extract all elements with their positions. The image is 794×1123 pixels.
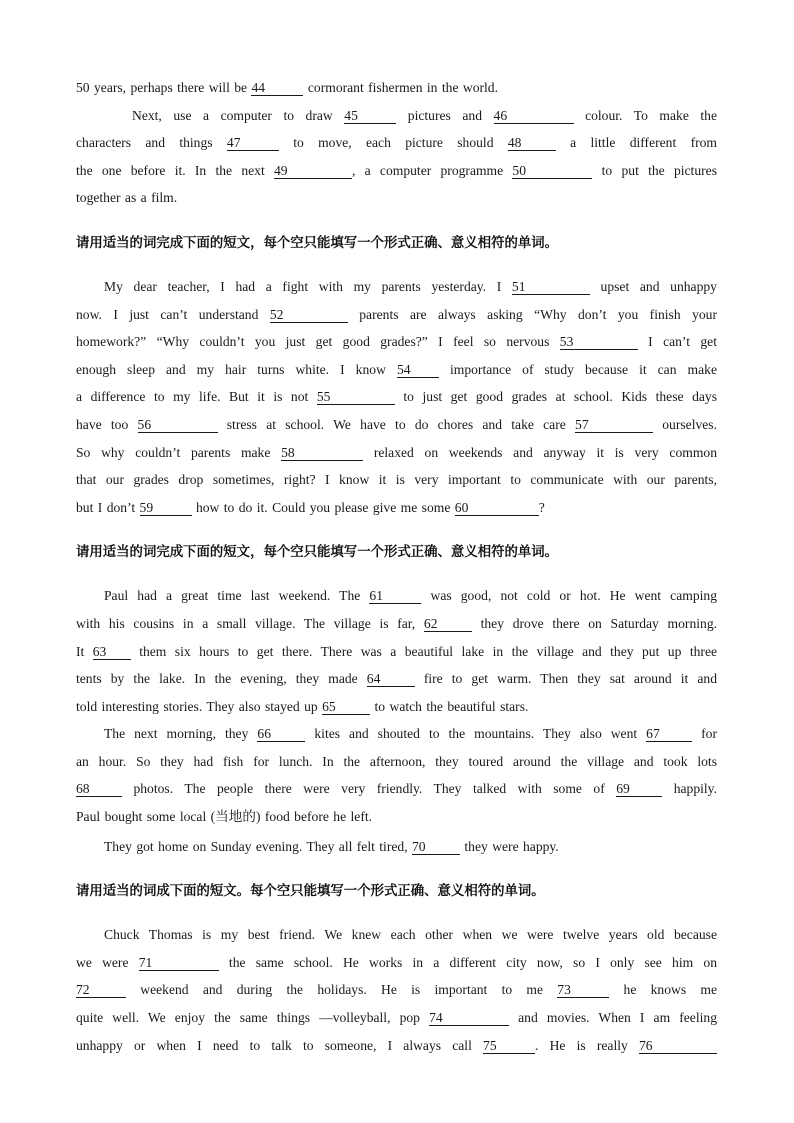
text-run: weekend and during the holidays. He is important to me	[126, 982, 558, 998]
section-3-text	[76, 582, 717, 860]
text-run: to watch the beautiful stars.	[370, 698, 529, 714]
section-3-line	[76, 582, 717, 610]
answer-blank-71[interactable]: 71	[139, 955, 219, 971]
text-run: an hour. So they had fish for lunch. In the afternoon, they toured around the village and took lots	[76, 753, 717, 769]
section-2-heading: 请用适当的词完成下面的短文，每个空只能填写一个形式正确、意义相符的单词。	[76, 235, 559, 251]
text-run: to put the pictures	[592, 162, 717, 178]
section-2-line	[76, 439, 717, 467]
answer-blank-73[interactable]: 73	[557, 982, 609, 998]
text-run: the one before it. In the next	[76, 162, 274, 178]
text-run: . He is really	[535, 1037, 639, 1053]
text-run: homework?” “Why couldn’t you just get good grades?” I feel so nervous	[76, 334, 560, 350]
answer-blank-64[interactable]: 64	[367, 671, 415, 687]
section-2-text	[76, 273, 717, 521]
text-run: Next, use a computer to draw	[132, 107, 345, 123]
text-run: together as a film.	[76, 190, 178, 206]
section-2-line	[76, 356, 717, 384]
answer-blank-45[interactable]: 45	[344, 108, 396, 124]
section-3-line	[76, 833, 717, 861]
section-4-line	[76, 1032, 717, 1060]
text-run: So why couldn’t parents make	[76, 444, 282, 460]
section-3-line	[76, 803, 717, 831]
text-run: have too	[76, 416, 138, 432]
section-2-line	[76, 273, 717, 301]
section-3-line	[76, 693, 717, 721]
section-3-line	[76, 665, 717, 693]
answer-blank-63[interactable]: 63	[93, 644, 131, 660]
text-run: happily.	[662, 781, 717, 797]
answer-blank-47[interactable]: 47	[227, 135, 279, 151]
section-2-line	[76, 466, 717, 494]
text-run: unhappy or when I need to talk to someone, I always call	[76, 1037, 484, 1053]
text-run: I can’t get	[637, 334, 717, 350]
text-run: cormorant fishermen in the world.	[303, 80, 498, 95]
answer-blank-66[interactable]: 66	[257, 726, 305, 742]
text-run: told interesting stories. They also stayed up	[76, 698, 323, 714]
text-run: importance of study because it can make	[438, 361, 717, 377]
answer-blank-69[interactable]: 69	[616, 781, 662, 797]
text-run: Chuck Thomas is my best friend. We knew each other when we were twelve years old because	[104, 927, 717, 943]
text-run: he knows me	[609, 982, 717, 998]
text-run: photos. The people there were very friendly. They talked with some of	[122, 781, 617, 797]
text-run: Paul bought some local (当地的) food before he left.	[76, 809, 373, 825]
section-1-line	[76, 74, 717, 102]
text-run: the same school. He works in a different city now, so I only see him on	[218, 954, 717, 970]
section-1-line	[76, 157, 717, 185]
text-run: a difference to my life. But it is not	[76, 389, 317, 405]
text-run: parents are always asking “Why don’t you finish your	[347, 306, 717, 322]
section-4-line	[76, 949, 717, 977]
answer-blank-74[interactable]: 74	[429, 1010, 509, 1026]
section-2-line	[76, 411, 717, 439]
text-run: that our grades drop sometimes, right? I know it is very important to communicate with our parents,	[76, 472, 717, 488]
text-run: stress at school. We have to do chores and take care	[217, 416, 576, 432]
answer-blank-67[interactable]: 67	[646, 726, 692, 742]
answer-blank-58[interactable]: 58	[281, 445, 363, 461]
text-run: quite well. We enjoy the same things —volleyball, pop	[76, 1010, 430, 1026]
text-run: but I don’t	[76, 499, 140, 515]
answer-blank-62[interactable]: 62	[424, 616, 472, 632]
answer-blank-61[interactable]: 61	[369, 588, 421, 604]
text-run: fire to get warm. Then they sat around it and	[414, 671, 717, 687]
text-run: They got home on Sunday evening. They all felt tired,	[104, 838, 412, 854]
text-run: they drove there on Saturday morning.	[471, 615, 718, 631]
document-page	[76, 74, 717, 1059]
answer-blank-52[interactable]: 52	[270, 307, 348, 323]
text-run: pictures and	[396, 107, 494, 123]
text-run: upset and unhappy	[589, 278, 717, 294]
text-run: It	[76, 643, 93, 659]
answer-blank-48[interactable]: 48	[508, 135, 556, 151]
answer-blank-68[interactable]: 68	[76, 781, 122, 797]
answer-blank-55[interactable]: 55	[317, 389, 395, 405]
text-run: to move, each picture should	[278, 135, 508, 151]
text-run: for	[692, 726, 718, 742]
section-4-line	[76, 1004, 717, 1032]
section-1-text	[76, 74, 717, 212]
section-1-line	[76, 129, 717, 157]
section-3-line	[76, 775, 717, 803]
text-run: ourselves.	[653, 416, 717, 432]
section-1-line	[76, 102, 717, 130]
answer-blank-53[interactable]: 53	[560, 334, 638, 350]
text-run: now. I just can’t understand	[76, 306, 270, 322]
answer-blank-76[interactable]: 76	[639, 1038, 717, 1054]
text-run: they were happy.	[460, 838, 559, 854]
section-2-line	[76, 301, 717, 329]
text-run: them six hours to get there. There was a beautiful lake in the village and they put up three	[130, 643, 718, 659]
text-run: enough sleep and my hair turns white. I know	[76, 361, 397, 377]
answer-blank-72[interactable]: 72	[76, 982, 126, 998]
answer-blank-50[interactable]: 50	[512, 163, 592, 179]
text-run: , a computer programme	[351, 162, 513, 178]
answer-blank-60[interactable]: 60	[455, 500, 539, 516]
text-run: characters and things	[76, 135, 227, 151]
section-1-line	[76, 184, 717, 212]
text-run: relaxed on weekends and anyway it is very common	[363, 444, 717, 460]
answer-blank-54[interactable]: 54	[397, 362, 439, 378]
text-run: a little different from	[555, 135, 717, 151]
answer-blank-59[interactable]: 59	[140, 500, 192, 516]
text-run: colour. To make the	[573, 107, 717, 123]
text-run: Paul had a great time last weekend. The	[104, 588, 370, 604]
answer-blank-44[interactable]: 44	[251, 80, 303, 96]
text-run: and movies. When I am feeling	[509, 1010, 717, 1026]
section-2-line	[76, 494, 717, 522]
section-3-line	[76, 610, 717, 638]
section-4-line	[76, 921, 717, 949]
text-run: kites and shouted to the mountains. They also went	[305, 726, 647, 742]
section-3-line	[76, 638, 717, 666]
text-run: tents by the lake. In the evening, they made	[76, 671, 367, 687]
text-run: to just get good grades at school. Kids these days	[394, 389, 717, 405]
text-run: how to do it. Could you please give me some	[191, 499, 455, 515]
text-run: we were	[76, 954, 139, 970]
answer-blank-46[interactable]: 46	[494, 108, 574, 124]
text-run: 50 years, perhaps there will be	[76, 80, 252, 95]
answer-blank-49[interactable]: 49	[274, 163, 352, 179]
text-run: was good, not cold or hot. He went camping	[421, 588, 717, 604]
text-run: with his cousins in a small village. The village is far,	[76, 615, 424, 631]
section-4-text	[76, 921, 717, 1059]
section-2-line	[76, 328, 717, 356]
section-3-line	[76, 748, 717, 776]
answer-blank-56[interactable]: 56	[138, 417, 218, 433]
section-4-line	[76, 976, 717, 1004]
text-run: ?	[538, 499, 545, 515]
answer-blank-65[interactable]: 65	[322, 699, 370, 715]
answer-blank-51[interactable]: 51	[512, 279, 590, 295]
section-3-heading: 请用适当的词完成下面的短文，每个空只能填写一个形式正确、意义相符的单词。	[76, 545, 559, 561]
text-run: My dear teacher, I had a fight with my parents yesterday. I	[104, 278, 512, 294]
answer-blank-70[interactable]: 70	[412, 839, 460, 855]
answer-blank-57[interactable]: 57	[575, 417, 653, 433]
section-4-heading: 请用适当的词成下面的短文。每个空只能填写一个形式正确、意义相符的单词。	[76, 884, 545, 900]
section-2-line	[76, 383, 717, 411]
section-3-line	[76, 720, 717, 748]
text-run: The next morning, they	[104, 726, 258, 742]
answer-blank-75[interactable]: 75	[483, 1038, 535, 1054]
